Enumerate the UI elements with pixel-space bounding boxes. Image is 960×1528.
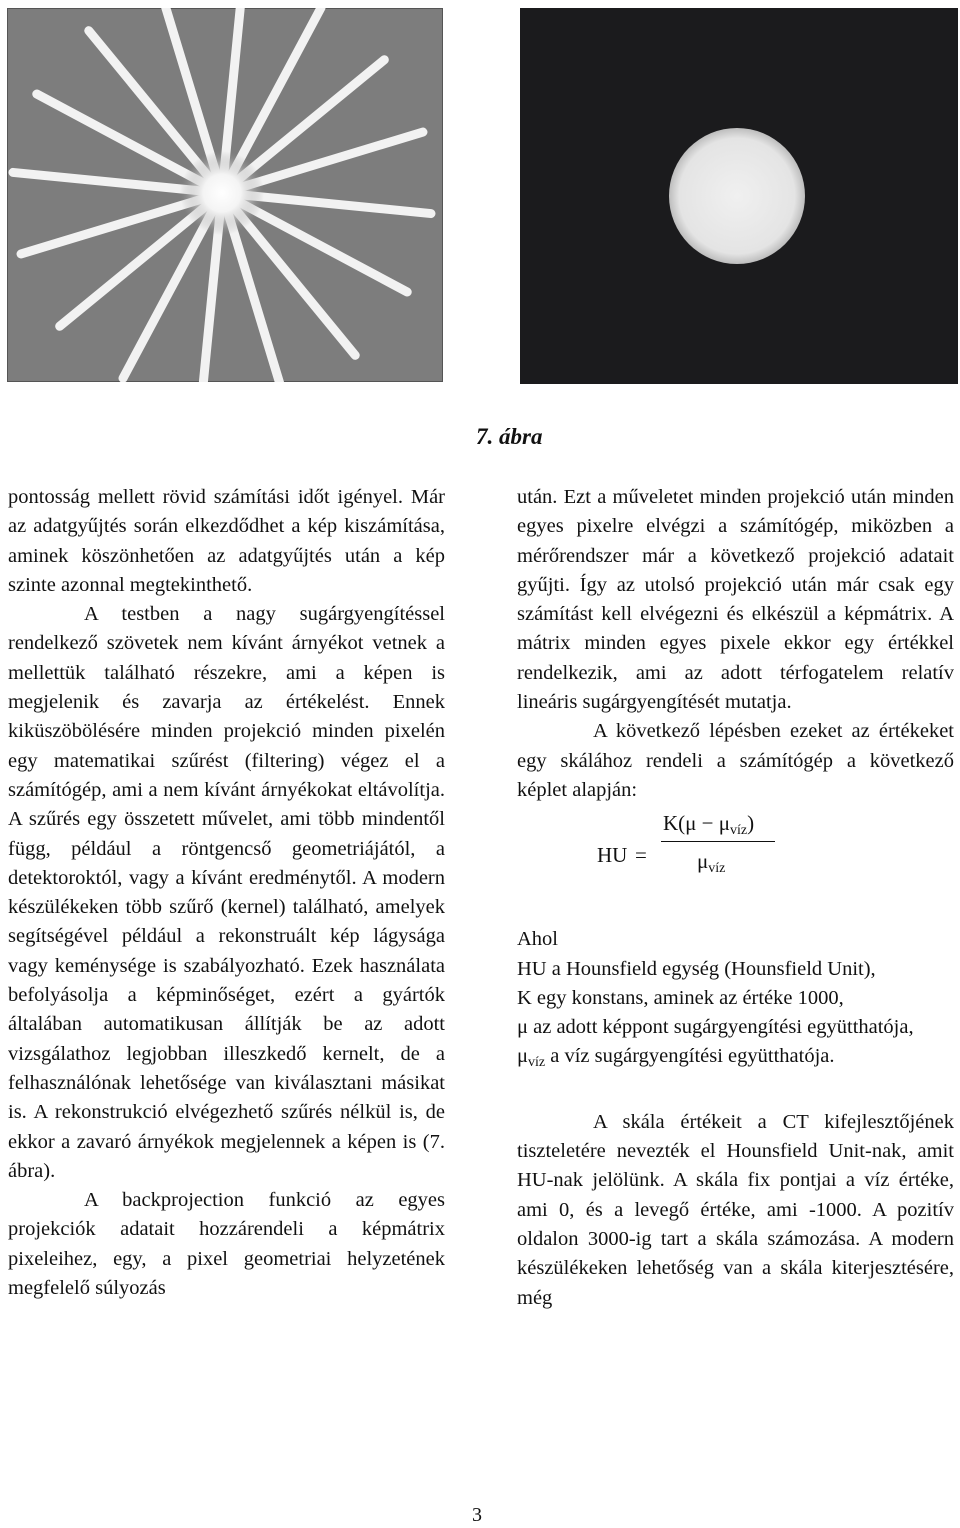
formula-equals: =: [635, 843, 647, 868]
hu-formula: [517, 805, 954, 925]
star-center-glow: [180, 151, 264, 235]
left-text-column: [8, 483, 445, 1303]
left-paragraph-2: A testben a nagy sugárgyengítéssel rendelkező szövetek nem kívánt árnyékot vetnek a mellettük található részekre, ami a képen is megjelenik és zavarja az értékelést. Ennek kiküszöbölésére minden projekció minden pixelén egy matematikai szűrést (filtering) végez el a számítógép, ami a nem kívánt árnyékokat eltávolítja. A szűrés egy összetett művelet, ami több mindentől függ, például a röntgencső geometriájától, a detektoroktól, vagy a kívánt eredménytől. A modern készülékeken több szűrő (kernel) található, amelyek segítségével például a rekonstruált kép lágysága vagy keménysége is szabályozható. Ezek használata befolyásolja a képminőséget, ezért a gyártók általában automatikusan állítják be az adott vizsgálathoz legjobban illeszkedő kernelt, de a felhasználónak lehetősége van kiválasztani másikat is. A rekonstrukció elvégezhető szűrés nélkül is, de ekkor a zavaró árnyékok megjelennek a képen is (7. ábra).: [8, 603, 445, 1182]
right-paragraph-3: A skála értékeit a CT kifejlesztőjének tiszteletére nevezték el Hounsfield Unit-nak, amit HU-nak jelölünk. A skála fix pontjai a víz értéke, ami 0, és a levegő értéke, ami -1000. A pozitív oldalon 3000-ig tart a skála számozása. A modern készülékeken lehetőség van a skála kiterjesztésére, még: [517, 1110, 954, 1309]
right-paragraph-2: A következő lépésben ezeket az értékeket egy skálához rendeli a számítógép a következő képlet alapján:: [517, 720, 954, 801]
formula-fraction-bar: [661, 841, 775, 842]
figure-caption: 7. ábra: [476, 424, 543, 449]
definition-mu-water: $\mu_{víz}$ a víz sugárgyengítési együtthatója.: [517, 1045, 835, 1071]
bright-disc: [669, 128, 805, 264]
definition-mu: μ az adott képpont sugárgyengítési együtthatója,: [517, 1016, 914, 1039]
definition-hu: HU a Hounsfield egység (Hounsfield Unit),: [517, 957, 876, 980]
formula-denominator: $\mu_{víz}$: [697, 849, 726, 877]
right-paragraph-1: után. Ezt a műveletet minden projekció után minden egyes pixelre elvégzi a számítógép, miközben a mérőrendszer már a következő projekció adatait gyűjti. Így az utolsó projekció után már csak egy számítást kell elvégezni és elkészül a képmátrix. A mátrix minden egyes pixele ekkor egy értékkel rendelkezik, ami az adott térfogatelem relatív lineáris sugárgyengítését mutatja.: [517, 486, 954, 714]
formula-numerator: $K(\mu - \mu_{víz})$: [663, 811, 755, 839]
page-number: 3: [472, 1504, 482, 1526]
left-paragraph-3: A backprojection funkció az egyes projekciók adatait hozzárendeli a képmátrix pixeleihez, egy, a pixel geometriai helyzetének megfelelő súlyozás: [8, 1189, 445, 1300]
definition-k: K egy konstans, aminek az értéke 1000,: [517, 986, 844, 1009]
figure-filtered-disc-image: [520, 8, 958, 384]
right-text-column: [517, 483, 954, 1313]
figure-star-artifact-image: [7, 8, 443, 382]
formula-lhs: HU: [597, 843, 628, 868]
left-paragraph-1: pontosság mellett rövid számítási időt igényel. Már az adatgyűjtés során elkezdődhet a kép kiszámítása, aminek köszönhetően az adatgyűjtés után a kép szinte azonnal megtekinthető.: [8, 486, 445, 596]
ahol-label: Ahol: [517, 928, 558, 951]
